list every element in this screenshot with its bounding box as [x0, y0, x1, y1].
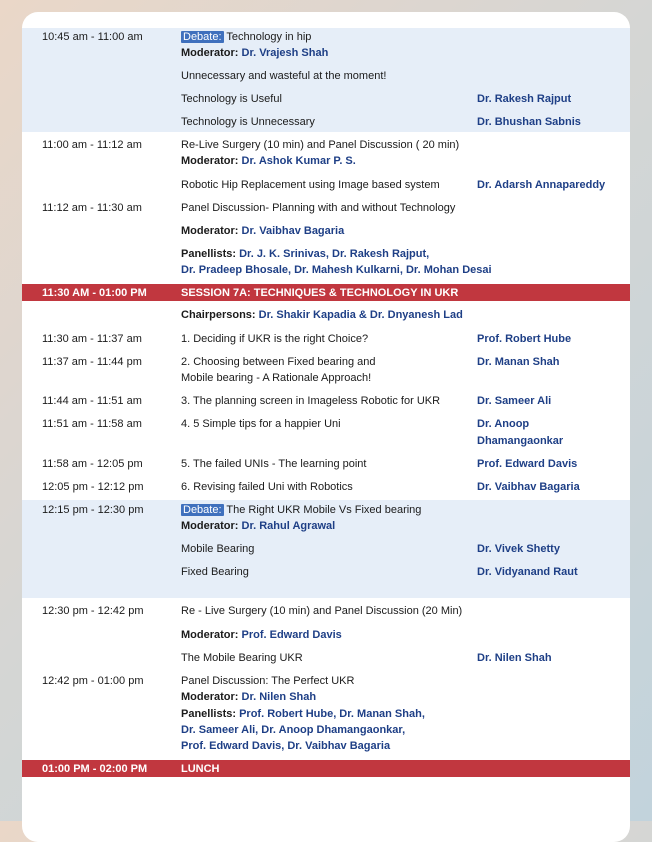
time-slot: 11:12 am - 11:30 am	[42, 202, 142, 214]
session-title: Re-Live Surgery (10 min) and Panel Discussion ( 20 min)	[181, 139, 460, 151]
speaker: Dr. Nilen Shah	[477, 652, 552, 664]
session-title: Panel Discussion- Planning with and without Technology	[181, 202, 456, 214]
topic: The Mobile Bearing UKR	[181, 652, 303, 664]
moderator-line: Moderator: Dr. Rahul Agrawal	[181, 520, 336, 532]
time-slot: 12:15 pm - 12:30 pm	[42, 504, 144, 516]
panellists-line: Panellists: Dr. J. K. Srinivas, Dr. Rakesh Rajput,	[181, 248, 430, 260]
lunch-label: LUNCH	[181, 763, 220, 775]
chairpersons-line: Chairpersons: Dr. Shakir Kapadia & Dr. Dnyanesh Lad	[181, 309, 463, 321]
speaker: Prof. Edward Davis	[477, 458, 578, 470]
speaker: Dr. Manan Shah	[477, 356, 560, 368]
moderator-line: Moderator: Dr. Nilen Shah	[181, 691, 317, 703]
topic: 6. Revising failed Uni with Robotics	[181, 481, 353, 493]
speaker: Prof. Robert Hube	[477, 333, 572, 345]
panellists-line: Dr. Sameer Ali, Dr. Anoop Dhamangaonkar,	[181, 724, 406, 736]
time-slot: 11:37 am - 11:44 pm	[42, 356, 142, 368]
topic: Technology is Useful	[181, 93, 282, 105]
moderator-line: Moderator: Dr. Vrajesh Shah	[181, 47, 329, 59]
time-slot: 11:58 am - 12:05 pm	[42, 458, 143, 470]
session-title: Debate: The Right UKR Mobile Vs Fixed bearing	[183, 504, 422, 516]
speaker: Dr. Bhushan Sabnis	[477, 116, 581, 128]
time-slot: 11:00 am - 11:12 am	[42, 139, 142, 151]
session-title: Panel Discussion: The Perfect UKR	[181, 675, 355, 687]
topic: 3. The planning screen in Imageless Robotic for UKR	[181, 395, 441, 407]
speaker: Dr. Vaibhav Bagaria	[477, 481, 580, 493]
time-slot: 12:30 pm - 12:42 pm	[42, 605, 144, 617]
panellists-line: Prof. Edward Davis, Dr. Vaibhav Bagaria	[181, 740, 391, 752]
speaker: Dhamangaonkar	[477, 435, 564, 447]
schedule-card	[22, 12, 630, 842]
speaker: Dr. Anoop	[477, 418, 530, 430]
session-time: 01:00 PM - 02:00 PM	[42, 763, 148, 775]
topic: Robotic Hip Replacement using Image based system	[181, 179, 440, 191]
topic: Unnecessary and wasteful at the moment!	[181, 70, 387, 82]
topic: 1. Deciding if UKR is the right Choice?	[181, 333, 369, 345]
session-header-title: SESSION 7A: TECHNIQUES & TECHNOLOGY IN UKR	[181, 287, 459, 299]
session-time: 11:30 AM - 01:00 PM	[42, 287, 147, 299]
debate-tag: Debate:	[183, 504, 222, 516]
moderator-line: Moderator: Prof. Edward Davis	[181, 629, 342, 641]
debate-tag: Debate:	[183, 31, 222, 43]
time-slot: 11:51 am - 11:58 am	[42, 418, 142, 430]
time-slot: 11:44 am - 11:51 am	[42, 395, 142, 407]
moderator-line: Moderator: Dr. Ashok Kumar P. S.	[181, 155, 356, 167]
time-slot: 12:42 pm - 01:00 pm	[42, 675, 144, 687]
topic: Mobile bearing - A Rationale Approach!	[181, 372, 372, 384]
topic: Fixed Bearing	[181, 566, 249, 578]
speaker: Dr. Vivek Shetty	[477, 543, 560, 555]
time-slot: 10:45 am - 11:00 am	[42, 31, 143, 43]
speaker: Dr. Vidyanand Raut	[477, 566, 578, 578]
panellists-line: Dr. Pradeep Bhosale, Dr. Mahesh Kulkarni, Dr. Mohan Desai	[181, 264, 492, 276]
topic: Mobile Bearing	[181, 543, 255, 555]
session-title: Debate: Technology in hip	[183, 31, 312, 43]
moderator-line: Moderator: Dr. Vaibhav Bagaria	[181, 225, 345, 237]
topic: 4. 5 Simple tips for a happier Uni	[181, 418, 341, 430]
panellists-line: Panellists: Prof. Robert Hube, Dr. Manan Shah,	[181, 708, 425, 720]
session-title: Re - Live Surgery (10 min) and Panel Discussion (20 Min)	[181, 605, 463, 617]
topic: 5. The failed UNIs - The learning point	[181, 458, 367, 470]
speaker: Dr. Sameer Ali	[477, 395, 552, 407]
topic: 2. Choosing between Fixed bearing and	[181, 356, 376, 368]
time-slot: 11:30 am - 11:37 am	[42, 333, 142, 345]
speaker: Dr. Rakesh Rajput	[477, 93, 572, 105]
topic: Technology is Unnecessary	[181, 116, 315, 128]
speaker: Dr. Adarsh Annapareddy	[477, 179, 606, 191]
time-slot: 12:05 pm - 12:12 pm	[42, 481, 144, 493]
